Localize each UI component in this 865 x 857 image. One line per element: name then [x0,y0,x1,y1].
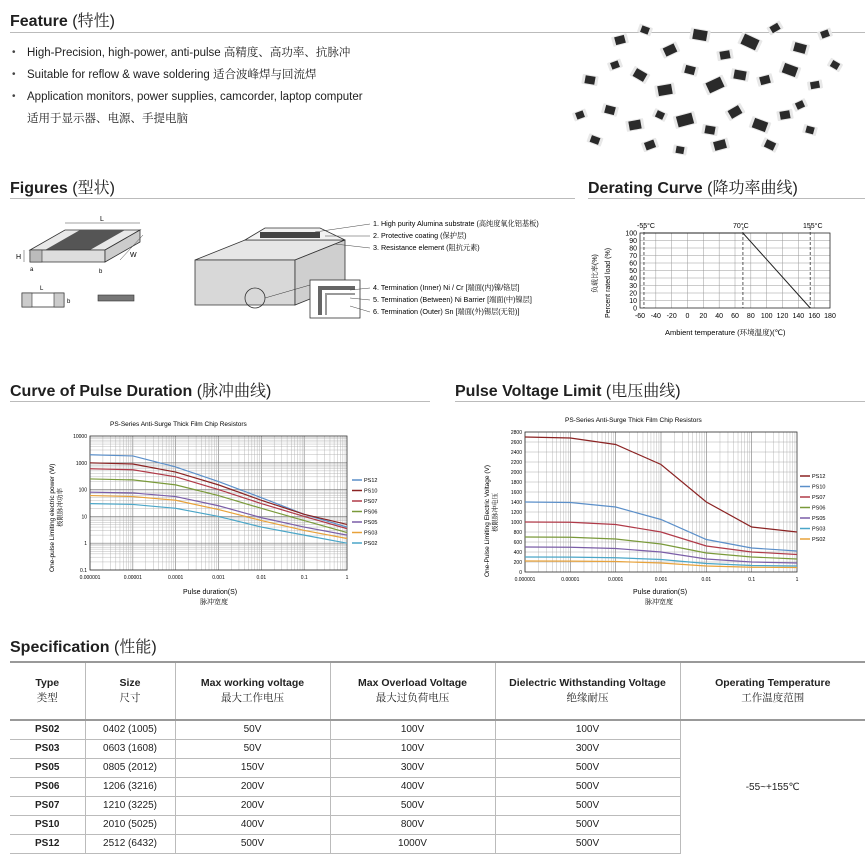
derating-xlabel: Ambient temperature (环境温度)(℃) [665,328,786,337]
chip-resistor [611,33,629,47]
cell-dielectric: 500V [495,777,680,796]
chip-resistor [817,27,833,40]
x-tick-label: 0.000001 [514,577,536,583]
derating-chart [585,208,865,343]
legend-label: PS10 [364,488,378,495]
legend-label: PS02 [812,537,826,543]
layer-label: 4. Termination (Inner) Ni / Cr [端面(内)镍/铬层] [373,283,520,292]
cell-max-overload: 100V [330,720,495,739]
x-tick-label: 0.0001 [168,575,184,581]
cell-size: 0603 (1608) [85,739,175,758]
x-tick-label: 0.1 [748,577,756,583]
x-tick-label: 120 [776,313,789,320]
chip-resistor [689,27,711,42]
legend-label: PS03 [364,530,378,537]
cell-max-overload: 500V [330,796,495,815]
cell-size: 2512 (6432) [85,834,175,853]
dim-l2-label: L [40,286,44,292]
spec-table [10,661,865,854]
legend-label: PS10 [812,484,826,491]
x-tick-label: 1 [795,577,799,583]
y-tick-label: 10 [629,298,637,305]
y-tick-label: 0.1 [80,568,87,574]
legend-label: PS03 [812,526,826,533]
pd-ylabel-cn: 极限脉冲功率 [57,488,64,527]
y-tick-label: 80 [629,245,637,253]
figures-title: Figures (型状) [10,180,115,197]
y-tick-label: 1800 [510,480,522,486]
chip-resistor [776,109,793,122]
cell-size: 0805 (2012) [85,758,175,777]
y-tick-label: 100 [78,487,87,494]
cell-size: 1206 (3216) [85,777,175,796]
chip-resistor [766,20,783,35]
x-tick-label: 0.00001 [561,577,580,583]
dim-b2-label: b [67,299,71,305]
chip-resistor [749,116,772,134]
chip-resistor [790,40,810,55]
x-tick-label: 0.0001 [608,577,624,583]
pd-chart-title: PS-Series Anti-Surge Thick Film Chip Resistors [110,421,247,428]
spec-header: Dielectric Withstanding Voltage 绝缘耐压 [495,662,680,720]
cell-size: 1210 (3225) [85,796,175,815]
y-tick-label: 200 [513,560,522,566]
x-tick-label: 0.1 [300,575,308,581]
y-tick-label: 2600 [510,440,522,446]
spec-header: Max Overload Voltage 最大过负荷电压 [330,662,495,720]
chip-resistor [756,73,774,87]
y-tick-label: 90 [629,238,637,245]
pd-xlabel: Pulse duration(S) [183,589,238,596]
derating-title: Derating Curve (降功率曲线) [588,180,798,197]
y-tick-label: 2800 [510,430,522,436]
cell-dielectric: 500V [495,834,680,853]
legend-label: PS12 [812,474,826,480]
layer-label: 1. High purity Alumina substrate (高纯度氧化铝基板) [373,219,539,228]
cell-max-working: 50V [175,739,330,758]
pulse-voltage-title: Pulse Voltage Limit (电压曲线) [455,383,681,400]
pulse-duration-chart [40,412,430,612]
chip-structure-drawing [185,210,575,330]
chip-resistor [586,133,603,147]
spec-header: Type 类型 [10,662,85,720]
x-tick-label: 0.000001 [79,575,101,581]
y-tick-label: 1200 [510,510,522,516]
feature-item: • Suitable for reflow & wave soldering 适合波峰焊与回流焊 [10,64,570,86]
derating-divider [588,198,865,199]
dim-l-label: L [100,216,104,223]
y-tick-label: 70 [629,253,637,260]
layer-label: 5. Termination (Between) Ni Barrier [端面(中)镍层] [373,295,532,304]
x-tick-label: 0.001 [654,577,668,583]
pv-ylabel: One-Pulse Limiting Electric Voltage (V) [484,465,491,577]
spec-header: Max working voltage 最大工作电压 [175,662,330,720]
y-tick-label: 1000 [510,520,522,526]
y-tick-label: 1400 [510,500,522,506]
chip-resistor [702,74,727,95]
cell-max-working: 500V [175,834,330,853]
x-tick-label: 180 [824,313,836,320]
y-tick-label: 2000 [510,470,522,476]
legend-label: PS02 [364,541,378,547]
legend-label: PS05 [812,516,826,522]
cell-type: PS06 [10,777,85,796]
x-tick-label: 80 [746,313,755,320]
cell-operating-temp: -55~+155℃ [680,720,865,853]
chip-resistor [607,58,623,71]
cell-max-overload: 400V [330,777,495,796]
legend-label: PS06 [364,509,378,516]
chip-resistor [701,124,718,137]
feature-list [10,42,570,130]
cell-type: PS12 [10,834,85,853]
cell-dielectric: 500V [495,758,680,777]
pv-chart-title: PS-Series Anti-Surge Thick Film Chip Resistors [565,417,702,424]
legend-label: PS07 [364,499,378,505]
feature-item: • High-Precision, high-power, anti-pulse 高精度、高功率、抗脉冲 [10,42,570,64]
spec-header: Size 尺寸 [85,662,175,720]
cell-type: PS10 [10,815,85,834]
derating-ylabel: Percent rated load (%) [605,247,612,318]
y-tick-label: 10000 [73,434,87,440]
chip-resistor [572,108,588,121]
x-tick-label: 20 [699,313,708,320]
cell-max-overload: 300V [330,758,495,777]
pv-ylabel-cn: 极限脉冲电压 [492,493,499,532]
chip-resistors-photo [560,20,860,160]
y-tick-label: 0 [633,305,637,313]
pd-ylabel: One-pulse Limiting electric power (W) [49,463,56,572]
x-tick-label: 60 [731,313,739,320]
dim-h-label: H [16,254,22,261]
y-tick-label: 1 [84,541,87,548]
cell-size: 2010 (5025) [85,815,175,834]
y-tick-label: 2200 [510,460,522,466]
chip-resistor [654,82,676,97]
y-tick-label: 10 [81,514,87,521]
chip-resistor [652,108,668,122]
derating-marker-label: 70°C [733,223,749,230]
cell-max-overload: 100V [330,739,495,758]
x-tick-label: 40 [715,313,724,320]
cell-type: PS03 [10,739,85,758]
y-tick-label: 1600 [510,490,522,496]
chip-resistor [792,98,808,112]
x-tick-label: -20 [666,313,677,320]
pulse-voltage-divider [455,401,865,402]
cell-type: PS05 [10,758,85,777]
layer-label: 6. Termination (Outer) Sn [端面(外)锡层(无铅)] [373,307,520,316]
chip-resistor [641,138,659,153]
pv-xlabel-cn: 脉冲宽度 [645,599,673,606]
chip-resistor [827,58,844,73]
chip-dimension-drawing [10,205,150,320]
cell-dielectric: 500V [495,815,680,834]
x-tick-label: -60 [634,313,646,320]
cell-max-working: 150V [175,758,330,777]
legend-label: PS12 [364,478,378,484]
cell-max-overload: 1000V [330,834,495,853]
cell-max-working: 50V [175,720,330,739]
x-tick-label: 100 [760,313,773,320]
table-row [10,720,865,739]
chip-resistor [673,111,698,129]
y-tick-label: 0 [519,570,522,576]
chip-resistor [601,103,619,117]
cell-max-working: 200V [175,796,330,815]
y-tick-label: 60 [629,260,637,268]
x-tick-label: -40 [650,313,661,320]
legend-label: PS05 [364,520,378,526]
dim-w-label: W [130,252,137,259]
cell-max-working: 400V [175,815,330,834]
pv-xlabel: Pulse duration(S) [633,589,688,596]
chip-resistor [724,103,745,122]
cell-type: PS02 [10,720,85,739]
cell-max-overload: 800V [330,815,495,834]
legend-label: PS07 [812,495,826,501]
feature-title: Feature (特性) [10,13,115,30]
chip-resistor [761,137,780,153]
chip-resistor [660,41,681,59]
pulse-voltage-chart [475,412,865,612]
chip-resistor [637,23,653,36]
derating-marker-label: 155°C [803,223,823,230]
derating-marker-label: -55°C [637,223,655,230]
x-tick-label: 0.001 [212,575,225,581]
chip-resistor [737,31,762,52]
chip-resistor [730,68,750,82]
figures-divider [10,198,575,199]
y-tick-label: 50 [629,268,637,275]
y-tick-label: 1000 [75,460,87,467]
chip-resistor [779,61,802,79]
chip-resistor [581,74,598,87]
y-tick-label: 2400 [510,450,522,456]
x-tick-label: 160 [808,313,821,320]
x-tick-label: 0.01 [701,577,712,583]
chip-resistor [802,124,818,136]
chip-resistor [681,63,699,77]
spec-header: Operating Temperature 工作温度范围 [680,662,865,720]
y-tick-label: 100 [625,230,637,238]
x-tick-label: 0.00001 [123,575,142,581]
x-tick-label: 1 [345,575,349,581]
x-tick-label: 0 [685,313,690,320]
y-tick-label: 400 [513,550,522,556]
pulse-duration-title: Curve of Pulse Duration (脉冲曲线) [10,383,272,400]
x-tick-label: 0.01 [256,575,267,581]
chip-resistor [625,118,645,132]
x-tick-label: 140 [792,313,805,320]
y-tick-label: 40 [629,275,637,283]
legend-label: PS06 [812,505,826,512]
cell-dielectric: 100V [495,720,680,739]
dim-b-label: b [99,269,103,275]
y-tick-label: 600 [513,540,522,546]
cell-dielectric: 300V [495,739,680,758]
derating-ylabel-cn: 负载比率(%) [592,254,599,293]
layer-label: 2. Protective coating (保护层) [373,231,467,240]
layer-label: 3. Resistance element (阻抗元素) [373,243,480,252]
chip-resistor [710,137,730,152]
feature-item: • Application monitors, power supplies, camcorder, laptop computer 适用于显示器、电源、手提电脑 [10,86,570,130]
chip-resistor [629,66,650,85]
y-tick-label: 20 [629,290,637,298]
spec-title: Specification (性能) [10,639,157,656]
cell-size: 0402 (1005) [85,720,175,739]
pd-xlabel-cn: 脉冲宽度 [200,599,228,606]
chip-resistor [672,144,687,155]
y-tick-label: 30 [629,283,637,290]
y-tick-label: 800 [513,530,522,536]
pulse-duration-divider [10,401,430,402]
cell-max-working: 200V [175,777,330,796]
chip-resistor [716,49,733,62]
dim-a-label: a [30,267,34,273]
chip-resistor [807,79,823,90]
cell-dielectric: 500V [495,796,680,815]
cell-type: PS07 [10,796,85,815]
